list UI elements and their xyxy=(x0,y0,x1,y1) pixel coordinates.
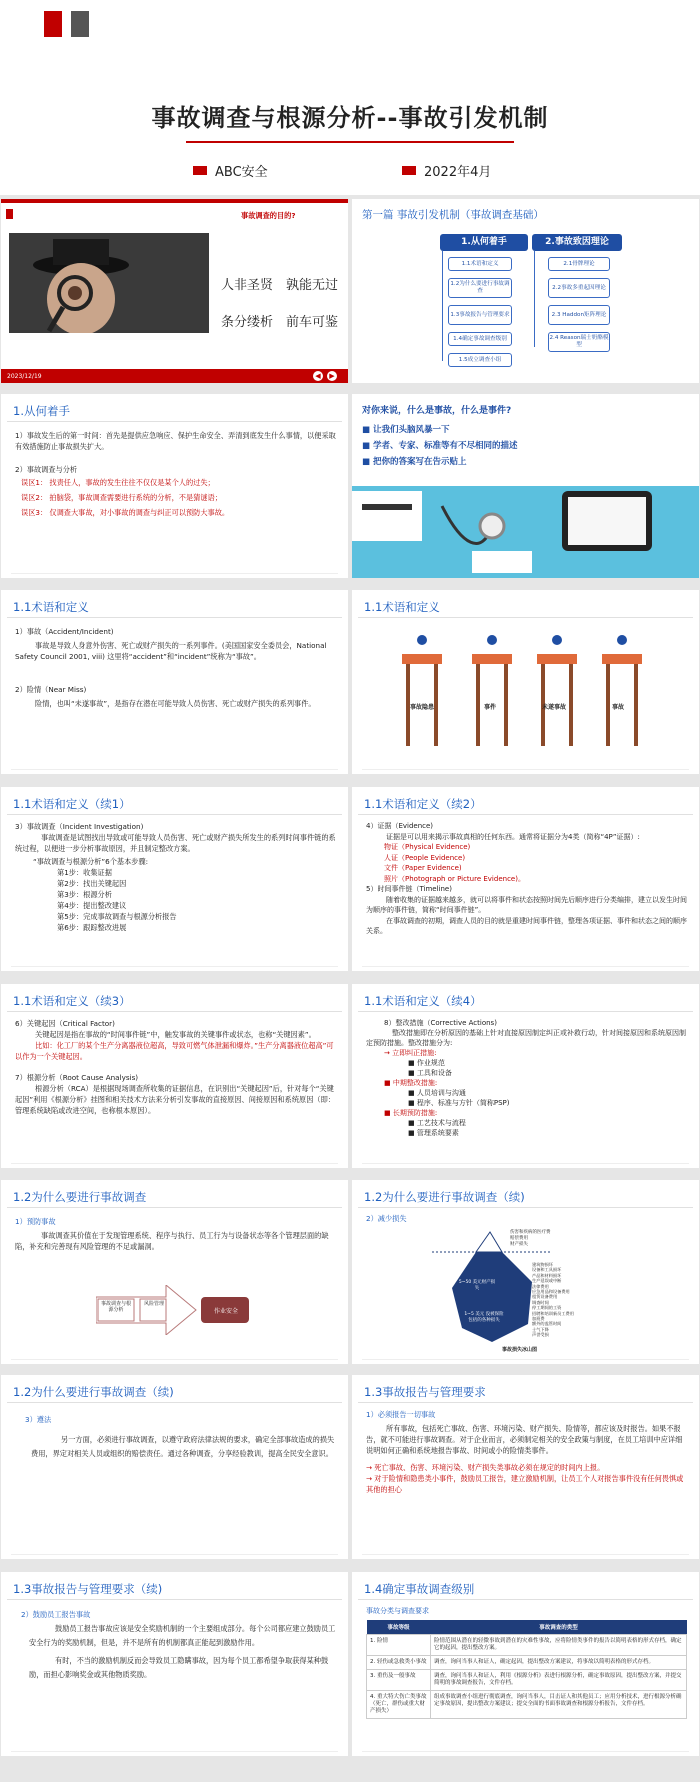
table-row xyxy=(367,1656,687,1670)
mid-label: 5~50 美元财产损失 xyxy=(458,1280,496,1291)
slide-why-1 xyxy=(1,1180,348,1364)
cost-item: 财产损失 xyxy=(510,1242,528,1247)
heading: 事故分类与调查要求 xyxy=(366,1607,429,1615)
cost-item: 应急用品和设备费用 xyxy=(532,1289,570,1295)
paragraph: 所有事故，包括死亡事故、伤害、环境污染、财产损失、险情等，都应该及时报告。如果不报告，就不可能进行事故调查。对于企业而言，必须制定相关的安全政策与制度，在员工培训中应详细说明如何正确和系统地报告事故、时间或小的险情类事件。 xyxy=(366,1424,683,1455)
title-rule xyxy=(7,617,342,618)
cost-item: 设备和工具损坏 xyxy=(532,1267,562,1273)
label-hazard: 事故隐患 xyxy=(410,704,435,711)
slide-title: 1.1术语和定义（续3） xyxy=(13,994,131,1008)
category-text: 长期预防措施: xyxy=(392,1109,438,1117)
cost-item: 法律费用 xyxy=(532,1283,549,1289)
slide-title: 1.3事故报告与管理要求 xyxy=(364,1385,486,1399)
arrow-label-2: 风险管理 xyxy=(143,1301,164,1307)
evidence-type: 照片（Photograph or Picture Evidence)。 xyxy=(384,874,525,883)
category-text: 中期整改措施: xyxy=(392,1079,438,1087)
title-rule xyxy=(7,421,342,422)
prev-icon[interactable]: ◀ xyxy=(313,371,323,381)
title-rule xyxy=(7,1207,342,1208)
slide-why-2 xyxy=(352,1180,699,1364)
table-cell: 2. 轻伤或急救类小事故 xyxy=(367,1656,431,1670)
heading: 3）遵法 xyxy=(25,1415,52,1424)
table-row xyxy=(367,1635,687,1656)
paragraph: 鼓励员工报告事故应该是安全奖励机制的一个主要组成部分。每个公司都应建立鼓励员工安全行为的奖励机制，但是，并不是所有的机制都真正能起到激励作用。 xyxy=(29,1624,336,1647)
title-rule xyxy=(358,1207,693,1208)
paragraph: 事故调查是试图找出导致或可能导致人员伤害、死亡或财产损失所发生的系列时间事件链的系统过程，以便进一步分析事故原因，并且制定整改方案。 xyxy=(15,833,336,853)
q4: 前车可鉴 xyxy=(286,315,339,330)
slide-terms-2 xyxy=(352,787,699,971)
step: 第4步：提出整改建议 xyxy=(57,901,127,910)
footer xyxy=(11,1359,338,1360)
detective-photo xyxy=(9,233,209,333)
cost-item: 赔偿费用 xyxy=(510,1236,528,1241)
slide-start xyxy=(1,394,348,578)
step: 第2步：找出关键起因 xyxy=(57,879,127,888)
paragraph: 1）事故发生后的第一时间：首先是提供应急响应、保护生命安全、弄清到底发生什么事情，以便采取有效措施防止事故损失扩大。 xyxy=(15,431,336,451)
tree-line xyxy=(534,251,535,347)
footer xyxy=(11,1163,338,1164)
category: ■ 中期整改措施: xyxy=(384,1079,438,1087)
example: 比如：化工厂的某个生产分离器液位超高，导致可燃气体泄漏和爆炸。”生产分离器液位超高”可以作为一个关键起因。 xyxy=(15,1041,334,1061)
gray-square xyxy=(71,11,89,37)
title-rule xyxy=(358,814,693,815)
heading: 5）时间事件链（Timeline) xyxy=(366,885,452,893)
paragraph: 随着收集的证据越来越多，就可以将事件和状态按照时间先后顺序进行分类编排，建立以发生时间为顺序的事件链，简称“时间事件链”。 xyxy=(366,895,687,914)
category: ■ 长期预防措施: xyxy=(384,1109,438,1117)
myth-1: 误区1： 找责任人，事故的发生往往不仅仅是某个人的过失； xyxy=(21,478,215,487)
slide-terms-3 xyxy=(1,984,348,1168)
label-near-miss: 未遂事故 xyxy=(542,704,567,711)
list-item-text: 工具和设备 xyxy=(416,1069,452,1077)
cost-item: 租赁设备费用 xyxy=(532,1294,558,1300)
footer xyxy=(11,1751,338,1752)
iceberg-caption: 事故损失冰山图 xyxy=(502,1347,538,1353)
heading: 2）鼓励员工报告事故 xyxy=(21,1610,91,1619)
outline-heading-2: 2.事故致因理论 xyxy=(532,234,622,251)
q2: 孰能无过 xyxy=(286,278,339,293)
bottom-bar xyxy=(1,369,348,383)
paragraph: 在事故调查的初期，调查人员的目的就是重建时间事件链，整理各项证据、事件和状态之间的顺序关系。 xyxy=(366,916,687,935)
paragraph: 事故是导致人身意外伤害、死亡或财产损失的一系列事件。(美国国家安全委员会，National Safety Council 2001, viii) 这里将“accident”和“incident”统称为“事故”。 xyxy=(15,641,327,661)
outline-item[interactable]: 2.1骨牌理论 xyxy=(548,257,610,271)
org xyxy=(193,161,268,180)
footer xyxy=(362,1163,689,1164)
footer-date: 2023/12/19 xyxy=(7,373,42,380)
slide-title: 1.2为什么要进行事故调查 xyxy=(13,1190,147,1204)
column-header: 事故调查的类型 xyxy=(431,1620,687,1635)
paragraph: 险情，也叫“未遂事故”，是指存在潜在可能导致人员伤害、死亡或财产损失的系列事件。 xyxy=(35,699,316,708)
outline-item[interactable]: 1.2为什么要进行事故调查 xyxy=(448,278,512,298)
list-item: ■ 工具和设备 xyxy=(408,1069,452,1077)
slide-title: 1.1术语和定义 xyxy=(364,600,440,614)
tree-line xyxy=(442,251,443,361)
category: → 立即纠正措施: xyxy=(384,1049,437,1057)
title-rule xyxy=(358,1011,693,1012)
paragraph: 事故调查其价值在于发现管理系统、程序与执行、员工行为与设备状态等各个管理层面的缺陷，补充和完善现有风险管理的不足或漏洞。 xyxy=(15,1231,329,1251)
low-label: 1~5 美元 没被保险包括的各种损失 xyxy=(464,1312,504,1323)
bullet: ■ 把你的答案写在告示贴上 xyxy=(362,457,467,467)
desk-photo xyxy=(352,486,699,578)
cost-item: 声誉受损 xyxy=(532,1332,549,1338)
column-header: 事故等级 xyxy=(367,1620,431,1635)
heading: 4）证据（Evidence) xyxy=(366,822,434,830)
slide-report xyxy=(352,1375,699,1559)
date xyxy=(402,161,491,180)
bullet: ■ 让我们头脑风暴一下 xyxy=(362,425,450,435)
table-cell: 1. 险情 xyxy=(367,1635,431,1656)
heading: 3）事故调查（Incident Investigation) xyxy=(15,822,144,831)
myth-2: 误区2： 拍脑袋，事故调查需要进行系统的分析，不是猜谜语； xyxy=(21,493,222,502)
evidence-type: 人证（People Evidence) xyxy=(384,853,466,862)
list-item-text: 人员培训与沟通 xyxy=(416,1089,466,1097)
list-item: ■ 程序、标准与方针（简称PSP) xyxy=(408,1099,510,1107)
paragraph: 关键起因是指在事故的“时间事件链”中，触发事故的关键事件或状态，也称“关键因素”。 xyxy=(35,1030,316,1039)
slide-title: 1.1术语和定义（续1） xyxy=(13,797,131,811)
title-rule xyxy=(358,1599,693,1600)
slide-title: 1.1术语和定义（续4） xyxy=(364,994,482,1008)
outline-item[interactable]: 1.1术语和定义 xyxy=(448,257,512,271)
heading: 1）必须报告一切事故 xyxy=(366,1410,436,1419)
footer xyxy=(11,573,338,574)
paragraph: “事故调查与根源分析”6个基本步骤: xyxy=(33,857,149,866)
rule-2: → 对于险情和隐患类小事件，鼓励员工报告，建立激励机制，让员工个人对报告事件没有任何畏惧或其他的担心 xyxy=(366,1474,684,1494)
red-mark xyxy=(6,209,13,219)
list-item-text: 工艺技术与流程 xyxy=(416,1119,466,1127)
rule-1: → 死亡事故、伤害、环境污染、财产损失类事故必须在规定的时间内上报。 xyxy=(366,1463,605,1472)
footer xyxy=(362,1554,689,1555)
cost-item: 加班费 xyxy=(532,1316,545,1322)
list-item: ■ 管理系统要素 xyxy=(408,1129,459,1137)
outline-heading-1: 1.从何着手 xyxy=(440,234,528,251)
slide-terms-figure xyxy=(352,590,699,774)
heading: 1）预防事故 xyxy=(15,1217,56,1226)
footer xyxy=(362,966,689,967)
slide-title: 1.3事故报告与管理要求（续) xyxy=(13,1582,163,1596)
heading: 8）整改措施（Corrective Actions) xyxy=(384,1019,497,1027)
title-rule xyxy=(358,617,693,618)
outline-item[interactable]: 1.3事故报告与管理要求 xyxy=(448,305,512,325)
slide-levels xyxy=(352,1572,699,1756)
myth-3: 误区3： 仅调查大事故，对小事故的调查与纠正可以预防大事故。 xyxy=(21,508,230,517)
list-item-text: 作业规范 xyxy=(416,1059,445,1067)
divider xyxy=(186,141,514,143)
footer xyxy=(362,769,689,770)
red-square xyxy=(44,11,62,37)
top-costs xyxy=(510,1230,551,1248)
cost-item: 停工期间的工资 xyxy=(532,1305,562,1311)
slide-purpose xyxy=(1,199,348,383)
table-row xyxy=(367,1670,687,1691)
outline-item[interactable]: 2.2事故多重起因理论 xyxy=(548,278,610,298)
slide-terms-4 xyxy=(352,984,699,1168)
footer xyxy=(11,769,338,770)
table-cell: 调查，询问当事人和证人，确定起因，提出整改方案建议，将事故以简明表格的形式存档。 xyxy=(431,1656,687,1670)
paragraph: 证据是可以用来揭示事故真相的任何东西。通常将证据分为4类（简称“4P”证据）: xyxy=(386,832,640,841)
slide-terms-1 xyxy=(1,787,348,971)
title-rule xyxy=(358,1402,693,1403)
table-cell: 4. 重大特大伤亡类事故（死亡，群伤或重大财产损失） xyxy=(367,1691,431,1719)
title-rule xyxy=(7,1599,342,1600)
footer xyxy=(11,966,338,967)
question: 事故调查的目的? xyxy=(241,211,296,220)
table-row xyxy=(367,1691,687,1719)
cost-item: 士气下降 xyxy=(532,1326,549,1332)
outline-title: 第一篇 事故引发机制（事故调查基础） xyxy=(362,209,544,221)
list-item-text: 管理系统要素 xyxy=(416,1129,459,1137)
heading: 7）根源分析（Root Cause Analysis) xyxy=(15,1073,139,1082)
table-cell: 3. 重伤及一般事故 xyxy=(367,1670,431,1691)
hidden-costs xyxy=(532,1262,574,1338)
stilts-illustration xyxy=(392,632,662,750)
slide-outline xyxy=(352,199,699,383)
slide-title: 1.从何着手 xyxy=(13,404,70,418)
footer xyxy=(362,1359,689,1360)
title-rule xyxy=(7,1402,342,1403)
q1: 人非圣贤 xyxy=(221,278,274,293)
date-label: 2022年4月 xyxy=(424,165,492,180)
arrow-label-1: 事故调查与根源分析 xyxy=(100,1301,131,1313)
outline-item[interactable]: 1.4确定事故调查级别 xyxy=(448,332,512,346)
arrow-label-3: 作业安全 xyxy=(213,1308,238,1315)
cost-item: 额外的监管时间 xyxy=(532,1321,562,1327)
cost-item: 调查时间 xyxy=(532,1299,549,1305)
paragraph: 有时，不当的激励机制反而会导致员工隐瞒事故，因为每个员工都希望争取获得某种鼓励，而担心影响奖金或其他物质奖励。 xyxy=(29,1656,329,1679)
cover-title: 事故调查与根源分析--事故引发机制 xyxy=(151,104,549,132)
levels-table xyxy=(366,1620,687,1719)
title-rule xyxy=(7,814,342,815)
paragraph: 另一方面，必须进行事故调查，以遵守政府法律法规的要求，确定全部事故造成的损失费用，界定对相关人员或组织的赔偿责任。通过各种调查，分享经验教训，提高全民安全意识。 xyxy=(31,1435,335,1458)
evidence-type: 文件（Paper Evidence) xyxy=(384,864,462,872)
label-event: 事件 xyxy=(484,704,497,711)
step: 第3步：根源分析 xyxy=(57,890,112,899)
cost-item: 招聘和培训新员工费用 xyxy=(532,1310,574,1316)
slide-title: 1.1术语和定义（续2） xyxy=(364,797,482,811)
heading: 2）险情（Near Miss) xyxy=(15,685,87,694)
table-cell: 调查，询问当事人和证人，利用《根源分析》表进行根源分析，确定事故原因，提出整改方案，并提交简明的事故调查报告，文件存档。 xyxy=(431,1670,687,1691)
bullet-text: 让我们头脑风暴一下 xyxy=(373,425,450,435)
q3: 条分缕析 xyxy=(221,315,274,330)
paragraph: 2）事故调查与分析 xyxy=(15,465,78,474)
cover-slide xyxy=(0,0,700,195)
step: 第5步：完成事故调查与根源分析报告 xyxy=(57,912,177,921)
slide-title: 1.2为什么要进行事故调查（续) xyxy=(13,1385,174,1399)
step: 第1步：收集证据 xyxy=(57,868,112,877)
table-cell: 险情范围从潜在的轻微事故到潜在的灾难性事故，应将险情类事件的报告以简明表格的形式存档，确定它的起因，提出整改方案。 xyxy=(431,1635,687,1656)
table-cell: 组成事故调查小组进行彻底调查，询问当事人，目击证人和其他员工；应用分析技术，进行根源分析确定事故原因，提出整改方案建议；提交全面的书面事故调查和根源分析报告，文件存档。 xyxy=(431,1691,687,1719)
list-item: ■ 工艺技术与流程 xyxy=(408,1119,466,1127)
outline-item[interactable]: 2.3 Haddon矩阵理论 xyxy=(548,305,610,325)
paragraph: 整改措施即在分析原因的基础上针对直接原因制定纠正或补救行动，针对间接原因和系统原因制定预防措施。整改措施分为: xyxy=(366,1029,686,1047)
slide-title: 对你来说，什么是事故，什么是事件? xyxy=(362,406,512,416)
paragraph: 根源分析（RCA）是根据现场调查所收集的证据信息，在识别出“关键起因”后，针对每个“关键起因”利用《根源分析》挂图和相关技术方法来分析引发事故的直接原因、间接原因和系统原因（即：管理系统缺陷或改进空间，也称根本原因）。 xyxy=(15,1084,335,1115)
slide-title: 1.2为什么要进行事故调查（续) xyxy=(364,1190,525,1204)
bullet-icon xyxy=(402,166,416,175)
label-accident: 事故 xyxy=(612,704,625,711)
slide-why-3 xyxy=(1,1375,348,1559)
step: 第6步：跟踪整改进展 xyxy=(57,923,127,932)
footer xyxy=(11,1554,338,1555)
list-item: ■ 作业规范 xyxy=(408,1059,445,1067)
bullet: ■ 学者、专家、标准等有不尽相同的描述 xyxy=(362,441,518,451)
evidence-type: 物证（Physical Evidence) xyxy=(384,843,471,851)
slide-title: 1.4确定事故调查级别 xyxy=(364,1582,475,1596)
org-label: ABC安全 xyxy=(215,165,268,180)
list-item: ■ 人员培训与沟通 xyxy=(408,1089,466,1097)
outline-item[interactable]: 2.4 Reason瑞士奶酪模型 xyxy=(548,332,610,352)
slide-terms xyxy=(1,590,348,774)
bullet-icon xyxy=(193,166,207,175)
outline-item[interactable]: 1.5成立调查小组 xyxy=(448,353,512,367)
title-rule xyxy=(7,1011,342,1012)
slide-brainstorm xyxy=(352,394,699,578)
list-item-text: 程序、标准与方针（简称PSP) xyxy=(416,1099,510,1107)
heading: 6）关键起因（Critical Factor) xyxy=(15,1019,115,1028)
cost-item: 伤害和疾病的医疗费 xyxy=(510,1230,551,1235)
table-header xyxy=(367,1620,687,1635)
cost-item: 产品和材料损坏 xyxy=(532,1272,562,1278)
cost-item: 建筑物损坏 xyxy=(532,1262,553,1267)
cost-item: 生产延误或中断 xyxy=(532,1278,562,1284)
heading: 2）减少损失 xyxy=(366,1214,407,1223)
bullet-text: 学者、专家、标准等有不尽相同的描述 xyxy=(373,441,518,451)
slide-title: 1.1术语和定义 xyxy=(13,600,89,614)
bullet-text: 把你的答案写在告示贴上 xyxy=(373,457,467,467)
top-bar xyxy=(1,199,348,203)
next-icon[interactable]: ▶ xyxy=(327,371,337,381)
footer xyxy=(362,1751,689,1752)
slide-report-2 xyxy=(1,1572,348,1756)
heading: 1）事故（Accident/Incident) xyxy=(15,627,114,636)
